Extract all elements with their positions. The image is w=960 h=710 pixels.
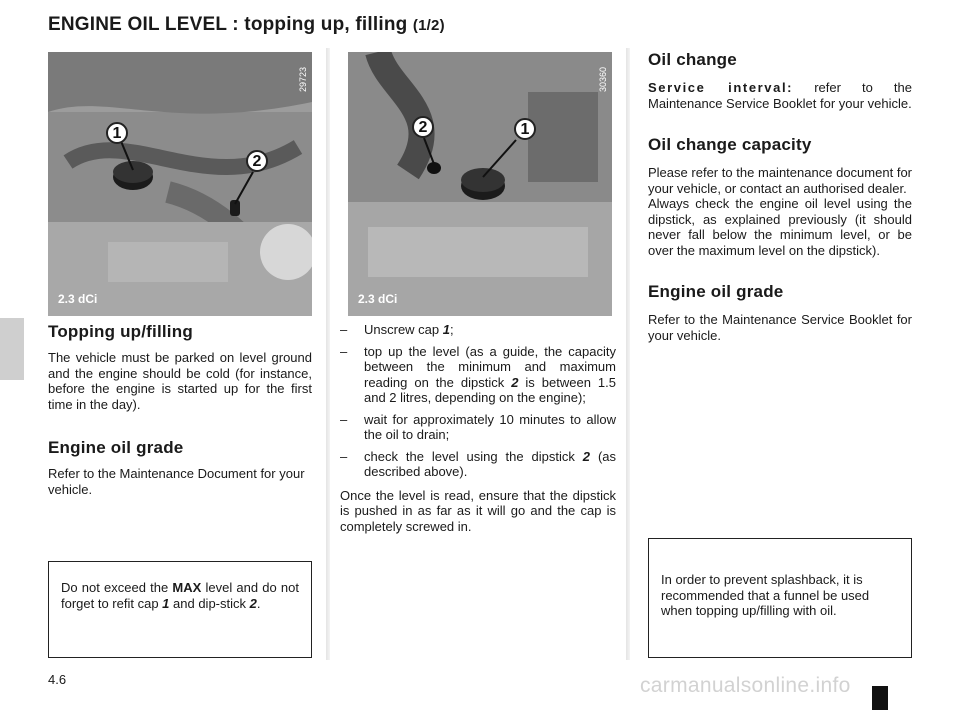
warning-note (48, 561, 312, 658)
callout-number: 1 (514, 118, 536, 140)
engine-bay-illustration-1 (48, 52, 312, 316)
step-item (340, 412, 616, 443)
funnel-note (648, 538, 912, 658)
callout-number: 2 (412, 116, 434, 138)
photo-reference-number: 29723 (298, 66, 308, 92)
column-divider-right (626, 48, 630, 660)
step-dash: – (340, 411, 348, 427)
engine-type-label: 2.3 dCi (58, 292, 98, 306)
step-dash: – (340, 322, 348, 337)
step-item (340, 449, 616, 480)
column-divider-left (326, 48, 330, 660)
funnel-note-text: In order to prevent splashback, it is recommended that a funnel be used when topping up/filling with oil. (661, 572, 870, 618)
step-text: Unscrew cap (364, 322, 443, 337)
left-grade-text: Refer to the Maintenance Document for your vehicle. (48, 466, 305, 497)
topping-section (48, 322, 312, 497)
oil-capacity-heading: Oil change capacity (648, 135, 812, 154)
step-ref: 2 (582, 448, 591, 464)
step-text: top up the level (as a guide, the capacity between the minimum and maximum reading on the dipstick (364, 343, 616, 390)
page-number: 4.6 (48, 672, 67, 687)
warning-note-text (61, 580, 299, 611)
right-grade-text: Refer to the Maintenance Service Booklet for your vehicle. (648, 312, 912, 343)
page-title (48, 14, 445, 36)
step-text: ; (449, 322, 454, 337)
service-interval-text (648, 80, 912, 111)
engine-photo-1 (48, 52, 312, 316)
step-item (340, 322, 616, 338)
step-item (340, 344, 616, 406)
step-text: is between 1.5 and 2 litres, depending on the engine); (364, 374, 616, 405)
chapter-tab (0, 318, 24, 380)
step-text: wait for approximately 10 minutes to allow the oil to drain; (364, 411, 616, 442)
step-ref: 1 (442, 322, 450, 337)
engine-bay-illustration-2 (348, 52, 612, 316)
oil-capacity-text-2: Always check the engine oil level using the dipstick, as explained previously (it should never fall below the minimum level, or be over the maximum level on the dipstick). (648, 196, 912, 258)
note-text-part: and dip-stick (169, 595, 250, 611)
engine-photo-2 (348, 52, 612, 316)
note-text-part: level and do not forget to refit cap (61, 580, 299, 611)
step-dash: – (340, 343, 348, 359)
step-ref: 2 (511, 374, 519, 390)
oil-change-section (648, 50, 912, 343)
note-text-part: . (256, 595, 261, 611)
step-text: check the level using the dipstick (364, 448, 583, 464)
callout-number: 2 (246, 150, 268, 172)
callout-number: 1 (106, 122, 128, 144)
corner-marker (872, 686, 888, 710)
step-text: (as described above). (364, 448, 617, 479)
oil-change-heading: Oil change (648, 50, 737, 69)
watermark: carmanualsonline.info (640, 674, 851, 697)
photo-reference-number: 30360 (598, 66, 608, 92)
left-grade-heading: Engine oil grade (48, 438, 184, 457)
topping-text: The vehicle must be parked on level ground and the engine should be cold (for instance, before the engine is started up for the first time in the day). (48, 350, 312, 412)
oil-capacity-text: Please refer to the maintenance document for your vehicle, or contact an authorised dealer. (648, 165, 912, 196)
note-max-label: MAX (172, 580, 202, 595)
service-interval-value: refer to the Maintenance Service Booklet for your vehicle. (648, 80, 912, 111)
note-cap-ref: 1 (162, 595, 170, 611)
topping-heading: Topping up/filling (48, 322, 193, 341)
engine-type-label: 2.3 dCi (358, 292, 398, 306)
page-title-sub: (1/2) (412, 17, 445, 34)
note-dipstick-ref: 2 (249, 595, 257, 611)
right-grade-heading: Engine oil grade (648, 282, 784, 301)
step-dash: – (340, 448, 348, 464)
closing-text: Once the level is read, ensure that the dipstick is pushed in as far as it will go and the cap is completely screwed in. (340, 487, 616, 534)
page-title-main: ENGINE OIL LEVEL : topping up, filling (48, 14, 408, 35)
service-interval-label: Service interval: (648, 80, 794, 95)
note-text-part: Do not exceed the (61, 580, 173, 595)
procedure-steps (340, 322, 616, 534)
